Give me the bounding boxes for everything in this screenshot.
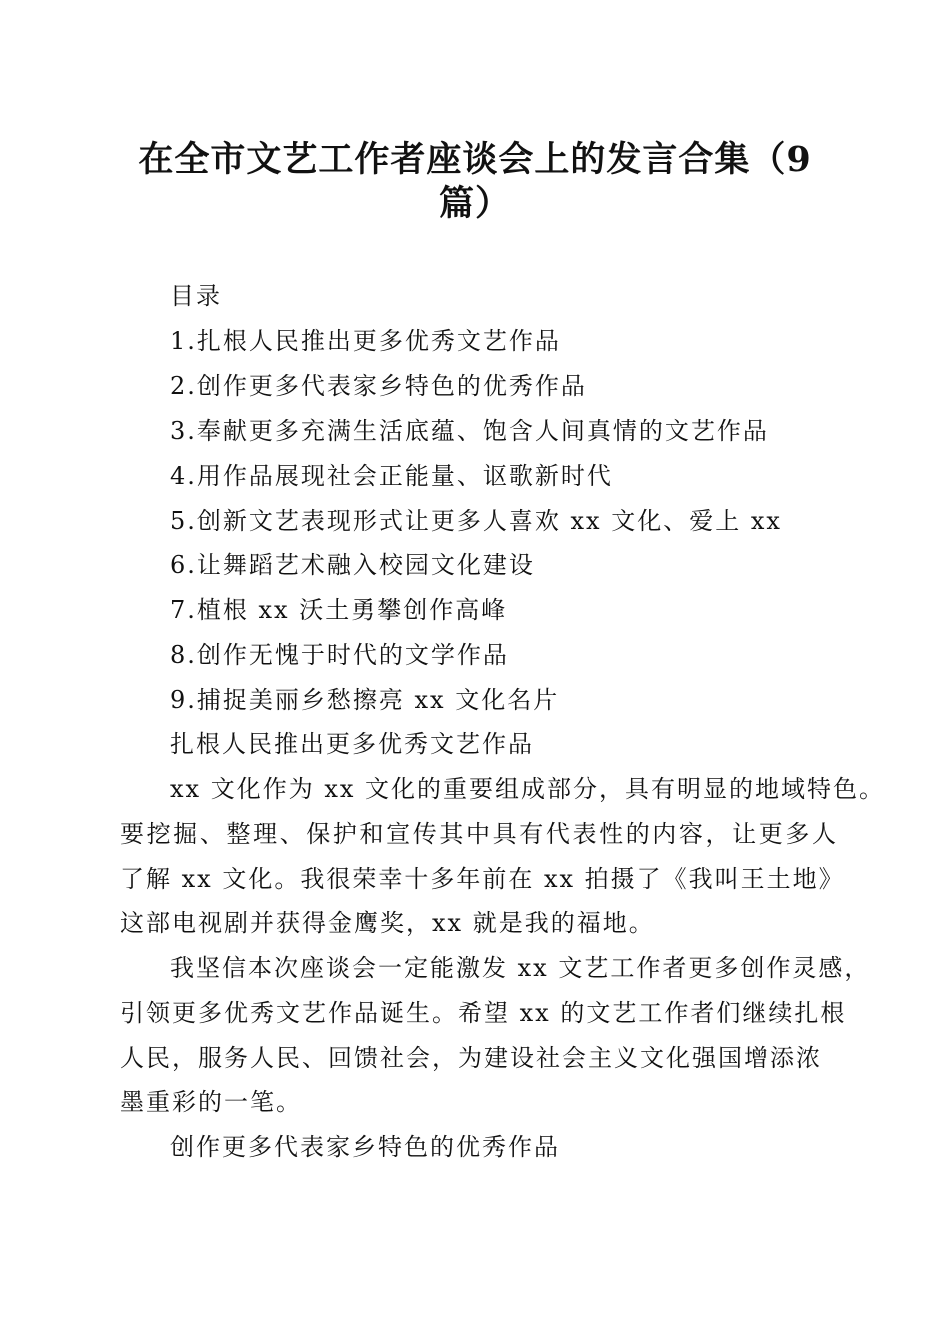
paragraph-line: 人民，服务人民、回馈社会，为建设社会主义文化强国增添浓 (120, 1044, 822, 1072)
paragraph-line: 要挖掘、整理、保护和宣传其中具有代表性的内容，让更多人 (120, 820, 838, 848)
paragraph-line: 引领更多优秀文艺作品诞生。希望 xx 的文艺工作者们继续扎根 (120, 999, 847, 1027)
document-title-line-2: 篇） (438, 183, 511, 224)
section-heading: 创作更多代表家乡特色的优秀作品 (170, 1133, 560, 1161)
toc-item: 7.植根 xx 沃土勇攀创作高峰 (170, 596, 508, 624)
document-title-line-1: 在全市文艺工作者座谈会上的发言合集（9 (138, 139, 812, 180)
toc-item: 2.创作更多代表家乡特色的优秀作品 (170, 372, 587, 400)
paragraph-line: 我坚信本次座谈会一定能激发 xx 文艺工作者更多创作灵感， (170, 954, 871, 982)
paragraph-line: 这部电视剧并获得金鹰奖，xx 就是我的福地。 (120, 909, 655, 937)
toc-item: 5.创新文艺表现形式让更多人喜欢 xx 文化、爱上 xx (170, 507, 782, 535)
paragraph-line: 墨重彩的一笔。 (120, 1088, 302, 1116)
paragraph-line: xx 文化作为 xx 文化的重要组成部分，具有明显的地域特色。 (170, 775, 886, 803)
toc-item: 8.创作无愧于时代的文学作品 (170, 641, 509, 669)
toc-item: 6.让舞蹈艺术融入校园文化建设 (170, 551, 535, 579)
toc-item: 9.捕捉美丽乡愁擦亮 xx 文化名片 (170, 686, 560, 714)
toc-heading: 目录 (170, 282, 222, 310)
paragraph-line: 了解 xx 文化。我很荣幸十多年前在 xx 拍摄了《我叫王土地》 (120, 865, 845, 893)
toc-item: 1.扎根人民推出更多优秀文艺作品 (170, 327, 561, 355)
toc-item: 4.用作品展现社会正能量、讴歌新时代 (170, 462, 613, 490)
section-heading: 扎根人民推出更多优秀文艺作品 (170, 730, 534, 758)
toc-item: 3.奉献更多充满生活底蕴、饱含人间真情的文艺作品 (170, 417, 769, 445)
